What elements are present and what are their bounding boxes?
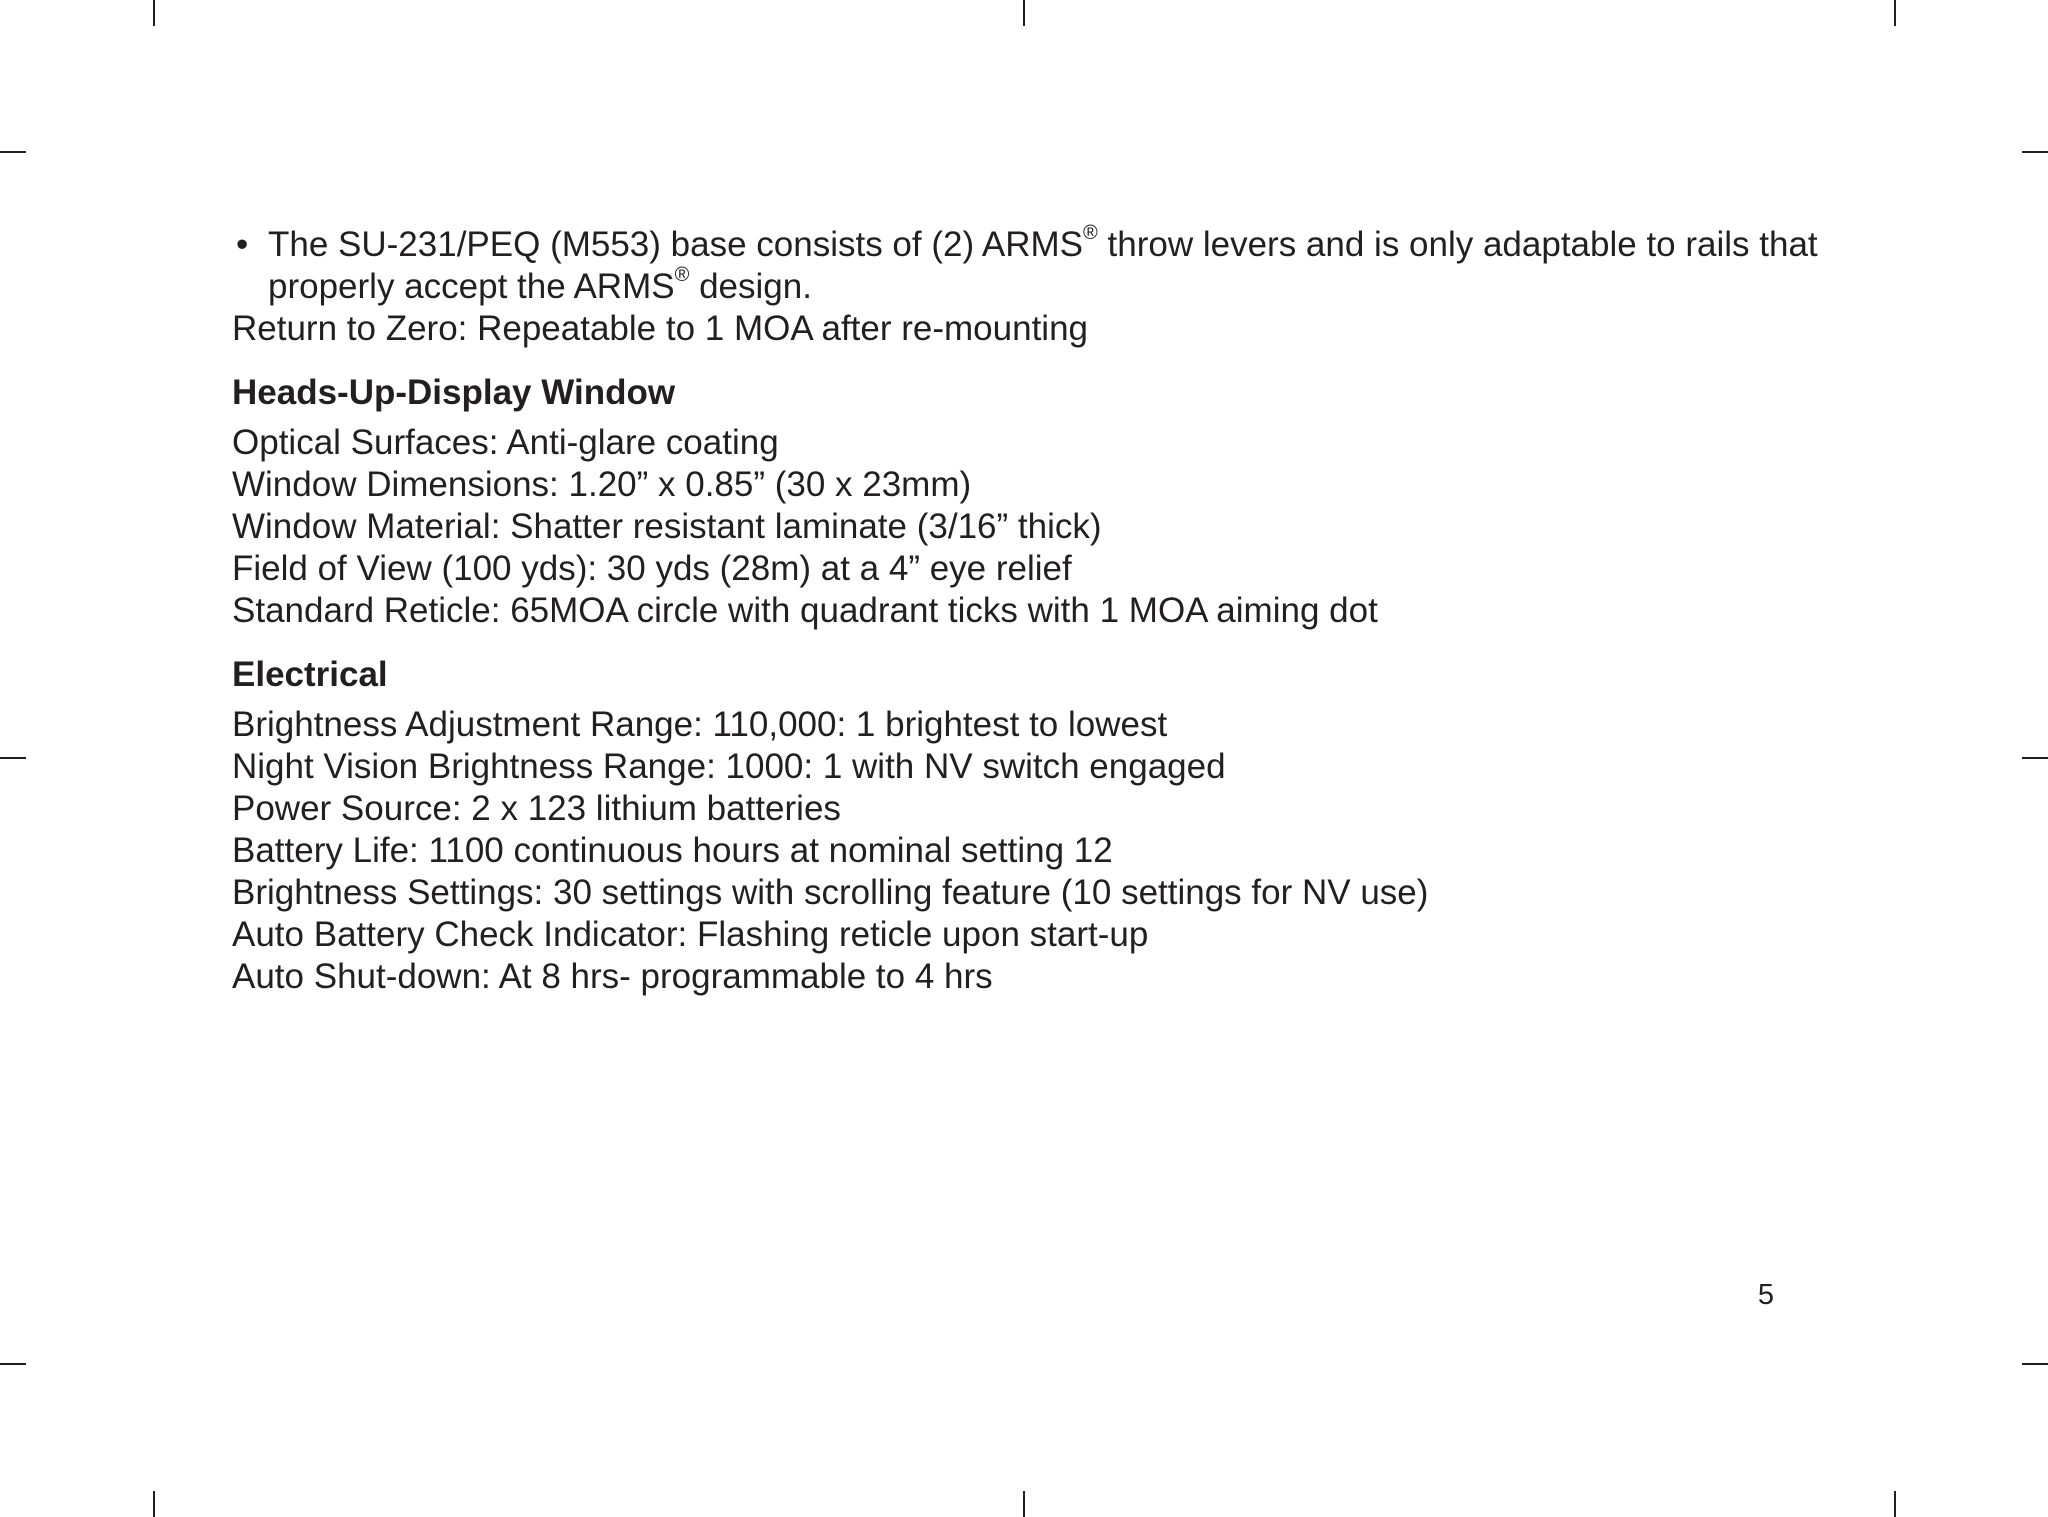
crop-mark-top-left	[153, 0, 155, 26]
hud-section-heading: Heads-Up-Display Window	[232, 373, 676, 412]
crop-mark-left-lower	[0, 1363, 26, 1365]
crop-mark-right-upper	[2022, 151, 2048, 153]
spec-content	[232, 224, 1872, 998]
electrical-spec-list	[232, 704, 1872, 998]
spec-line: Window Material: Shatter resistant laminate (3/16” thick)	[232, 507, 1102, 546]
return-to-zero-line: Return to Zero: Repeatable to 1 MOA after re-mounting	[232, 309, 1088, 348]
spec-line: Brightness Adjustment Range: 110,000: 1 brightest to lowest	[232, 705, 1168, 744]
spec-line: Brightness Settings: 30 settings with scrolling feature (10 settings for NV use)	[232, 873, 1429, 912]
spec-line: Field of View (100 yds): 30 yds (28m) at a 4” eye relief	[232, 549, 1072, 588]
spec-line: Window Dimensions: 1.20” x 0.85” (30 x 23mm)	[232, 465, 972, 504]
spec-line: Power Source: 2 x 123 lithium batteries	[232, 789, 841, 828]
crop-mark-bottom-right	[1894, 1491, 1896, 1517]
spec-line: Battery Life: 1100 continuous hours at nominal setting 12	[232, 831, 1113, 870]
hud-spec-list	[232, 422, 1872, 632]
electrical-section-heading: Electrical	[232, 655, 388, 694]
bullet-text-part1: The SU-231/PEQ (M553) base consists of (2) ARMS	[268, 225, 1084, 264]
crop-mark-right-lower	[2022, 1363, 2048, 1365]
crop-mark-bottom-center	[1023, 1491, 1025, 1517]
spec-line: Auto Battery Check Indicator: Flashing reticle upon start-up	[232, 915, 1149, 954]
spec-line: Standard Reticle: 65MOA circle with quadrant ticks with 1 MOA aiming dot	[232, 591, 1378, 630]
crop-mark-top-center	[1023, 0, 1025, 26]
page-number: 5	[1757, 1279, 1774, 1311]
registered-mark: ®	[1083, 222, 1098, 245]
crop-mark-left-middle	[0, 757, 26, 759]
crop-mark-right-middle	[2022, 757, 2048, 759]
mounting-bullet	[232, 224, 1872, 308]
spec-line: Optical Surfaces: Anti-glare coating	[232, 423, 779, 462]
spec-line: Night Vision Brightness Range: 1000: 1 with NV switch engaged	[232, 747, 1226, 786]
bullet-symbol: •	[236, 225, 249, 264]
bullet-text	[268, 224, 1872, 308]
crop-mark-left-upper	[0, 151, 26, 153]
registered-mark: ®	[674, 264, 690, 287]
crop-mark-bottom-left	[153, 1491, 155, 1517]
bullet-text-part2: throw levers and is only adaptable to rails that properly accept the ARMS	[268, 225, 1818, 306]
bullet-text-part3: design.	[689, 267, 812, 306]
crop-mark-top-right	[1894, 0, 1896, 26]
spec-line: Auto Shut-down: At 8 hrs- programmable to 4 hrs	[232, 957, 993, 996]
